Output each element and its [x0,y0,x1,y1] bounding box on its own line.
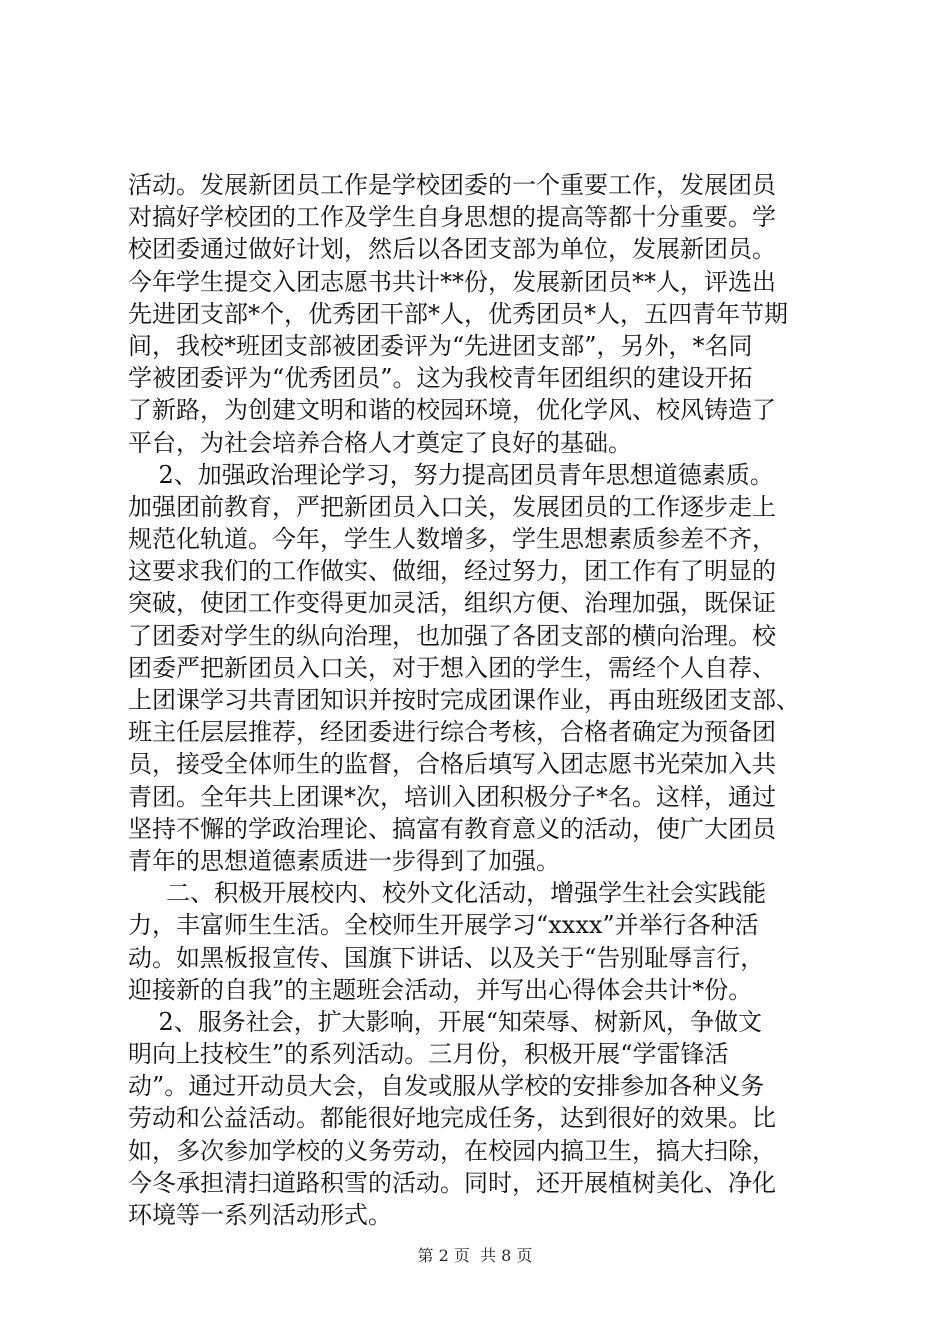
text-line: 环境等一系列活动形式。 [128,1201,392,1229]
text-line: 员，接受全体师生的监督，合格后填写入团志愿书光荣加入共 [128,750,776,779]
text-line: 规范化轨道。今年，学生人数增多，学生思想素质参差不齐， [128,525,776,554]
text-line: 二、积极开展校内、校外文化活动，增强学生社会实践能 [128,879,767,908]
text-line: 动”。通过开动员大会，自发或服从学校的安排参加各种义务 [128,1072,765,1101]
text-line: 劳动和公益活动。都能很好地完成任务，达到很好的效果。比 [128,1104,776,1133]
text-line: 学被团委评为“优秀团员”。这为我校青年团组织的建设开拓 [128,364,753,393]
text-line: 动。如黑板报宣传、国旗下讲话、以及关于“告别耻辱言行， [128,943,765,972]
text-line: 2、加强政治理论学习，努力提高团员青年思想道德素质。 [128,460,774,489]
text-line: 了新路，为创建文明和谐的校园环境，优化学风、校风铸造了 [128,396,776,425]
text-line: 今年学生提交入团志愿书共计**份，发展新团员**人，评选出 [128,267,776,296]
text-line: 对搞好学校团的工作及学生自身思想的提高等都十分重要。学 [128,203,776,232]
text-line: 班主任层层推荐，经团委进行综合考核，合格者确定为预备团 [128,718,776,747]
page-number-label: 第 2 页 共 8 页 [417,1246,533,1265]
text-line: 力，丰富师生生活。全校师生开展学习“xxxx”并举行各种活 [128,911,759,940]
text-line: 突破，使团工作变得更加灵活，组织方便、治理加强，既保证 [128,589,776,618]
text-line: 了团委对学生的纵向治理，也加强了各团支部的横向治理。校 [128,621,776,650]
text-line: 坚持不懈的学政治理论、搞富有教育意义的活动，使广大团员 [128,814,776,843]
text-line: 加强团前教育，严把新团员入口关，发展团员的工作逐步走上 [128,492,776,521]
text-line: 活动。发展新团员工作是学校团委的一个重要工作，发展团员 [128,171,776,199]
text-line: 上团课学习共青团知识并按时完成团课作业，再由班级团支部、 [128,686,800,714]
text-line: 团委严把新团员入口关，对于想入团的学生，需经个人自荐、 [128,653,776,682]
text-line: 这要求我们的工作做实、做细，经过努力，团工作有了明显的 [128,557,776,586]
text-line: 青团。全年共上团课*次，培训入团积极分子*名。这样，通过 [128,782,776,811]
text-line: 先进团支部*个，优秀团干部*人，优秀团员*人，五四青年节期 [128,299,788,328]
text-line: 青年的思想道德素质进一步得到了加强。 [128,846,560,875]
text-line: 今冬承担清扫道路积雪的活动。同时，还开展植树美化、净化 [128,1168,776,1197]
text-line: 迎接新的自我”的主题班会活动，并写出心得体会共计*份。 [128,975,753,1004]
text-line: 校团委通过做好计划，然后以各团支部为单位，发展新团员。 [128,235,776,264]
text-line: 如，多次参加学校的义务劳动，在校园内搞卫生，搞大扫除， [128,1136,776,1165]
text-line: 2、服务社会，扩大影响，开展“知荣辱、树新风，争做文 [128,1007,763,1036]
text-line: 间，我校*班团支部被团委评为“先进团支部”，另外，*名同 [128,331,753,360]
body-text [128,169,828,1231]
text-line: 平台，为社会培养合格人才奠定了良好的基础。 [128,428,632,457]
text-line: 明向上技校生”的系列活动。三月份，积极开展“学雷锋活 [128,1040,729,1069]
page-footer [0,1246,950,1266]
